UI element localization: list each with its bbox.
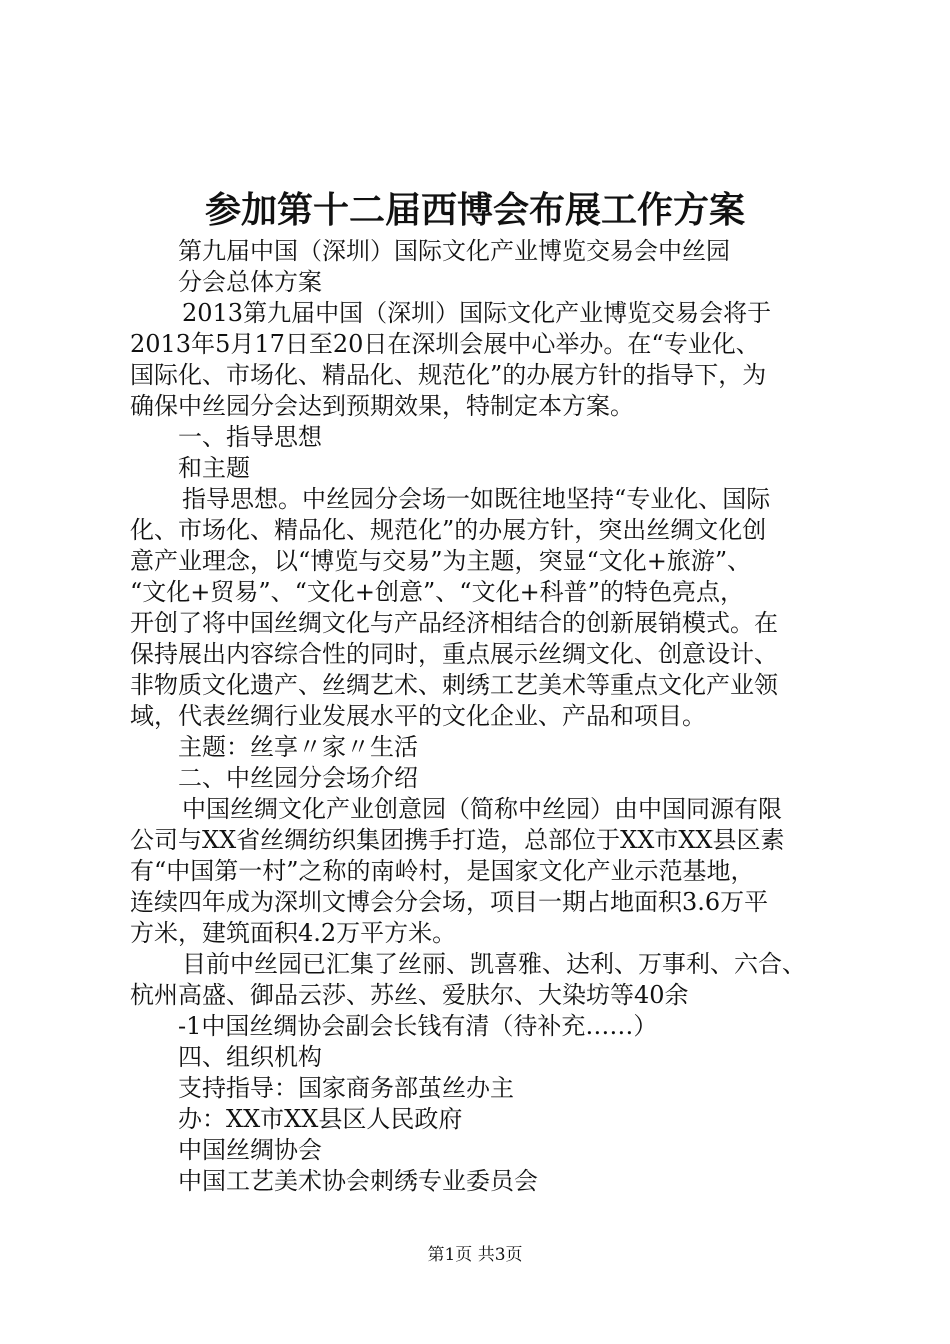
text-line: 指导思想。中丝园分会场一如既往地坚持“专业化、国际 — [182, 485, 771, 513]
text-line: 保持展出内容综合性的同时，重点展示丝绸文化、创意设计、 — [130, 640, 778, 668]
section-heading: 一、指导思想 — [178, 423, 322, 451]
document-title: 参加第十二届西博会布展工作方案 — [204, 189, 745, 231]
text-line: 主题：丝享〃家〃生活 — [178, 733, 418, 761]
text-line: 中国工艺美术协会刺绣专业委员会 — [178, 1167, 538, 1195]
text-line: 中国丝绸文化产业创意园（简称中丝园）由中国同源有限 — [182, 795, 782, 823]
text-line: 意产业理念，以“博览与交易”为主题，突显“文化+旅游”、 — [130, 547, 752, 575]
text-line: 连续四年成为深圳文博会分会场，项目一期占地面积3.6万平 — [130, 888, 769, 916]
text-line: 有“中国第一村”之称的南岭村，是国家文化产业示范基地， — [130, 857, 755, 885]
document-body — [130, 236, 830, 1197]
text-line: 支持指导：国家商务部茧丝办主 — [178, 1074, 514, 1102]
text-line: 目前中丝园已汇集了丝丽、凯喜雅、达利、万事利、六合、 — [182, 950, 806, 978]
text-line: 国际化、市场化、精品化、规范化”的办展方针的指导下，为 — [130, 361, 767, 389]
text-line: 中国丝绸协会 — [178, 1136, 322, 1164]
text-line: 2013第九届中国（深圳）国际文化产业博览交易会将于 — [182, 299, 772, 327]
text-line: 杭州高盛、御品云莎、苏丝、爱肤尔、大染坊等40余 — [130, 981, 689, 1009]
text-line: 办：XX市XX县区人民政府 — [178, 1105, 463, 1133]
text-line: -1中国丝绸协会副会长钱有清（待补充……） — [178, 1012, 658, 1040]
text-line: 分会总体方案 — [178, 268, 322, 296]
text-line: 和主题 — [178, 454, 250, 482]
section-heading: 二、中丝园分会场介绍 — [178, 764, 418, 792]
text-line: 方米，建筑面积4.2万平方米。 — [130, 919, 457, 947]
text-line: 非物质文化遗产、丝绸艺术、刺绣工艺美术等重点文化产业领 — [130, 671, 778, 699]
text-line: 公司与XX省丝绸纺织集团携手打造，总部位于XX市XX县区素 — [130, 826, 785, 854]
text-line: “文化+贸易”、“文化+创意”、“文化+科普”的特色亮点， — [130, 578, 744, 606]
text-line: 开创了将中国丝绸文化与产品经济相结合的创新展销模式。在 — [130, 609, 778, 637]
text-line: 第九届中国（深圳）国际文化产业博览交易会中丝园 — [178, 237, 730, 265]
text-line: 域，代表丝绸行业发展水平的文化企业、产品和项目。 — [130, 702, 706, 730]
page-number-footer: 第1页 共3页 — [427, 1245, 523, 1265]
text-line: 确保中丝园分会达到预期效果，特制定本方案。 — [130, 392, 634, 420]
text-line: 2013年5月17日至20日在深圳会展中心举办。在“专业化、 — [130, 330, 760, 358]
text-line: 化、市场化、精品化、规范化”的办展方针，突出丝绸文化创 — [130, 516, 767, 544]
section-heading: 四、组织机构 — [178, 1043, 322, 1071]
